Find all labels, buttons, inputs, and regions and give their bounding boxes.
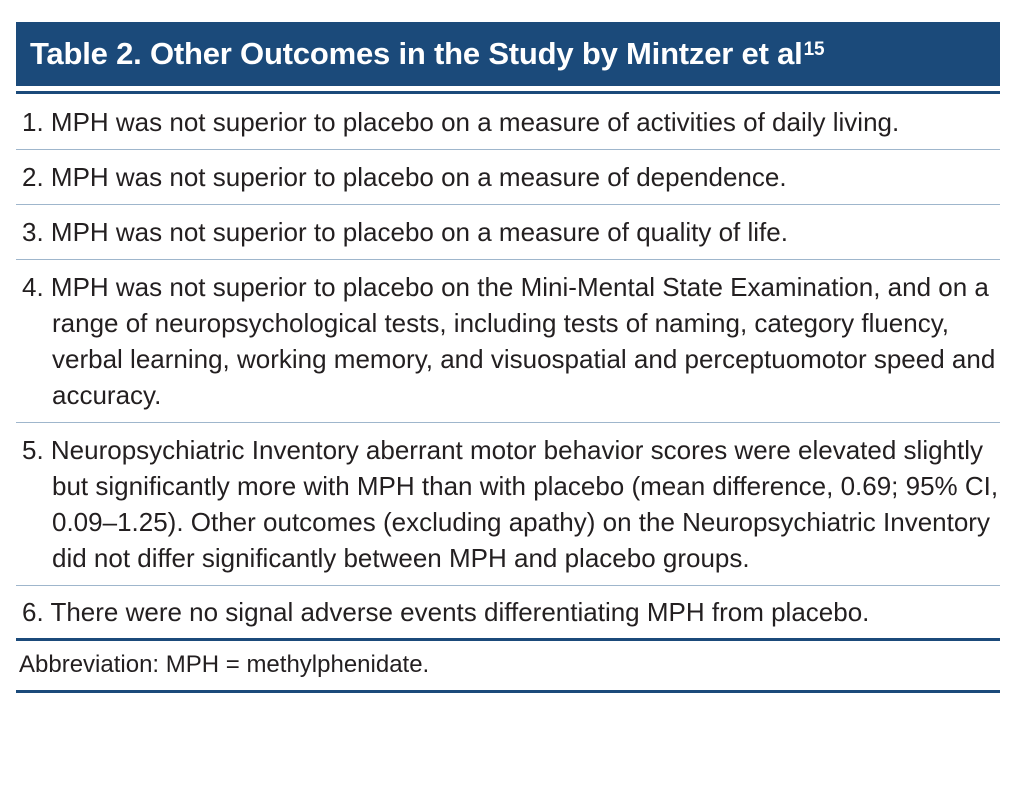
outcome-row-1 (16, 94, 1000, 150)
title-reference: 15 (803, 39, 825, 60)
table-title-bar (16, 22, 1000, 86)
outcome-row-4 (16, 260, 1000, 423)
outcome-row-6 (16, 586, 1000, 641)
outcomes-list (16, 94, 1000, 641)
outcome-row-5 (16, 423, 1000, 586)
outcome-text: 1. MPH was not superior to placebo on a measure of activities of daily living. (22, 107, 900, 137)
outcome-row-2 (16, 150, 1000, 205)
table-footnote: Abbreviation: MPH = methylphenidate. (16, 641, 1000, 693)
outcome-text: 5. Neuropsychiatric Inventory aberrant motor behavior scores were elevated slightly but significantly more with MPH than with placebo (mean difference, 0.69; 95% CI, 0.09–1.25). Other outcomes (excluding apathy) on the Neuropsychiatric Inventory did not differ significantly between MPH and placebo groups. (22, 435, 999, 573)
outcome-text: 4. MPH was not superior to placebo on the Mini-Mental State Examination, and on a range of neuropsychological tests, including tests of naming, category fluency, verbal learning, working memory, and visuospatial and perceptuomotor speed and accuracy. (22, 272, 996, 410)
outcome-row-3 (16, 205, 1000, 260)
outcomes-table (16, 22, 1000, 693)
outcome-text: 2. MPH was not superior to placebo on a measure of dependence. (22, 162, 787, 192)
outcome-text: 6. There were no signal adverse events differentiating MPH from placebo. (22, 597, 870, 627)
table-title: Table 2. Other Outcomes in the Study by Mintzer et al (30, 36, 803, 71)
outcome-text: 3. MPH was not superior to placebo on a measure of quality of life. (22, 217, 788, 247)
